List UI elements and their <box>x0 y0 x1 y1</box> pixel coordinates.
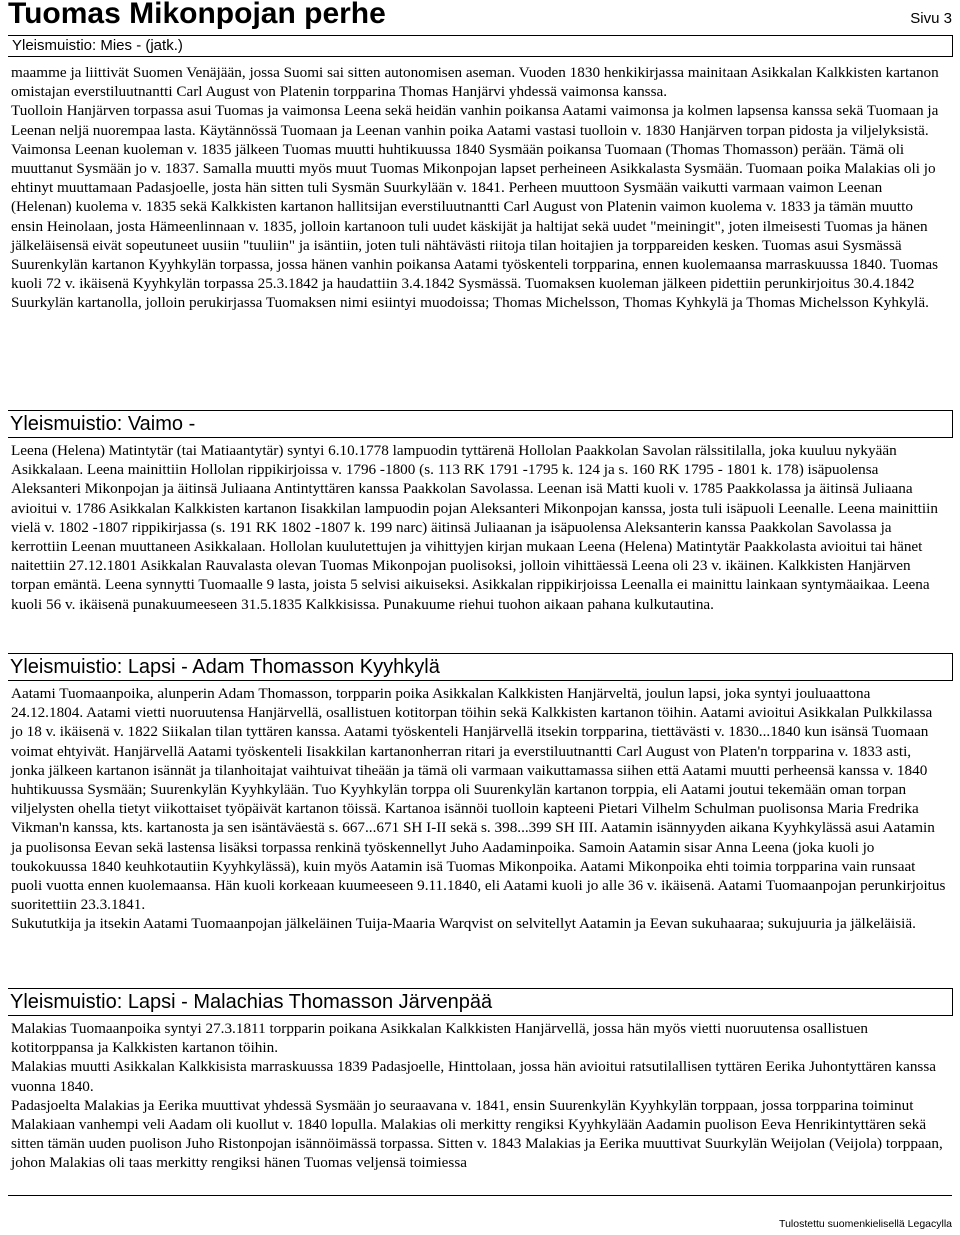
child-malachias-notes-text <box>11 1019 946 1173</box>
section-header-wife <box>8 410 953 438</box>
paragraph: Leena (Helena) Matintytär (tai Matiaantytär) syntyi 6.10.1778 lampuodin tyttärenä Hollolan Paakkolan Savolan rälssitilalla, joka kuuluu nykyään Asikkalaan. Leena mainittiin Hollolan rippikirjoissa v. 1796 -1800 (s. 113 RK 1791 -1795 k. 124 ja s. 160 RK 1795 - 1801 k. 178) isäpuolensa Aleksanteri Mikonpojan ja äitinsä Juliaana Antintyttären kanssa Paakkolan Savolassa. Leenan isä Matti kuoli v. 1785 Paakkolassa ja äitinsä Juliaana avioitui v. 1786 Asikkalan Kalkkisten kartanon Iisakkilan lampuodin pojan Aleksanteri Mikonpojan kanssa, josta tuli isäpuoli Leenalle. Leena mainittiin vielä v. 1802 -1807 rippikirjassa (s. 191 RK 1802 -1807 k. 199 narc) äitinsä Juliaanan ja isäpuolensa Aleksanterin kanssa Paakkolan Savolassa ja kerrottiin Leenan muuttaneen Asikkalaan. Hollolan kuulutettujen ja vihittyjen kirjan mukaan Leena (Helena) Matintytär Paakkolasta avioitui tai hänet naitettiin 27.12.1801 Asikkalan Rauvalasta olevan Tuomas Mikonpojan puolisoksi, jolloin vihittäessä Leena oli 23 v. ikäinen. Kalkkisten Hanjärven torpan emäntä. Leena synnytti Tuomaalle 9 lasta, joista 5 selvisi aikuiseksi. Asikkalan rippikirjoissa Leenalla ei mainittu lainkaan syntymäaikaa. Leena kuoli 56 v. ikäisenä punakuumeeseen 31.5.1835 Kalkkisissa. Punakuume riehui tuohon aikaan pahana kulkutautina. <box>11 442 938 613</box>
paragraph: Aatami Tuomaanpoika, alunperin Adam Thomasson, torpparin poika Asikkalan Kalkkisten Hanjärveltä, joulun lapsi, joka syntyi jouluaattona 24.12.1804. Aatami vietti nuoruutensa Hanjärvellä, osallistuen kotitorpan töihin sekä Kalkkisten kartanon töihin. Aatami avioitui Asikkalan Pulkkilassa jo 18 v. ikäisenä v. 1822 Siikalan tilan tyttären kanssa. Aatami työskenteli Hanjärvellä itsekin torpparina, tiettävästi v. 1830...1840 kun isänsä Tuomaan voimat ehtyivät. Hanjärvellä Aatami työskenteli Iisakkilan kartanonherran ritari ja everstiluutnantti Carl August von Platen'n torpparina v. 1833 asti, jonka jälkeen kartanon isännät ja tilanhoitajat vaihtuivat tiheään ja tämä oli varmaan vaikuttamassa siihen että Aatami muutti perheensä kanssa v. 1840 huhtikuussa Sysmään; Suurenkylän Kyyhkylään. Tuo Kyyhkylän torppa oli Suurenkylän kartanon torppia, eli Aatami joutui tekemään oman torpan viljelysten ohella tietyt viikottaiset työpäivät kartanon töissä. Kartanoa isännöi tuolloin kapteeni Pietari Vilhelm Schulman puolisonsa Maria Fredrika Vikman'n kanssa, kts. kartanosta ja sen isäntäväestä s. 667...671 SH I-II sekä s. 398...399 SH III. Aatamin isännyyden aikana Kyyhkylässä asui Aatamin ja puolisonsa Eevan sekä lastensa lisäksi torpassa renkinä työskennellyt Juho Aadaminpoika. Samoin Aatamin sisar Anna Leena (joka kuoli jo toukokuussa 1840 keuhkotautiin Kyyhkylässä), kuin myös Aatamin isä Tuomas Mikonpoika. Aatami Mikonpoika ehti toimia torpparina vain runsaat puoli vuotta ennen kuolemaansa. Hän kuoli korkeaan kuumeeseen 9.11.1840, eli Aatami kuoli jo alle 36 v. ikäisenä. Aatami Tuomaanpojan perunkirjoitus suoritettiin 23.3.1841. <box>11 685 946 914</box>
paragraph: Malakias muutti Asikkalan Kalkkisista marraskuussa 1839 Padasjoelle, Hinttolaan, jossa hän avioitui ratsutilallisen tyttären Eerika Juhontyttären kanssa vuonna 1840. <box>11 1058 936 1095</box>
paragraph: Padasjoelta Malakias ja Eerika muuttivat yhdessä Sysmään jo seuraavana v. 1841, ensin Suurenkylän Kyyhkylän torppaan, jossa torpparina toiminut Malakiaan vanhempi veli Aadam oli kuollut v. 1840 lopulla. Malakias oli merkitty rengiksi Kyyhkylään Aadamin puolison Eeva Henrikintyttären sekä sitten tämän uuden puolison Juho Ristonpojan isännöimässä torpassa. Sitten v. 1843 Malakias ja Eerika muuttivat Suurkylän Weijolan (Veijola) torppaan, johon Malakias oli taas merkitty rengiksi hänen Tuomas veljensä toimiessa <box>11 1096 943 1172</box>
wife-notes-text <box>11 441 946 614</box>
paragraph: Vaimonsa Leenan kuoleman v. 1835 jälkeen Tuomas muutti huhtikuussa 1840 Sysmään poikansa Tuomaan (Thomas Thomasson) perään. Tämä oli muuttanut Sysmään jo v. 1837. Samalla muutti myös muut Tuomas Mikonpojan lapset perheineen Asikkalasta Sysmään. Tuomaan poika Malakias oli jo ehtinyt muuttamaan Padasjoelle, josta hän sitten tuli Sysmän Suurkylään v. 1841. Perheen muuttoon Sysmään vaikutti varmaan vaimon Leenan (Helenan) kuolema v. 1835 sekä Kalkkisten kartanon hallitsijan everstiluutnantti Carl August von Platenin vaimon kuolema v. 1833 ja tämän muutto ensin Heinolaan, josta Hämeenlinnaan v. 1835, jolloin kartanoon tuli uudet käskijät ja haltijat sekä uudet "meiningit", joten ilmeisesti Tuomas ja hänen jälkeläisensä eivät sopeutuneet uusiin "tuuliin" ja isäntiin, joten tuli nähtävästi riitoja tilan hoitajien ja torppareiden kesken. Tuomas asui Sysmässä Suurenkylän kartanon Kyyhkylän torpassa, jossa hänen vanhin poikansa Aatami työskenteli torpparina, ennen kuolemaansa marraskuussa 1840. Tuomas kuoli 72 v. ikäisenä Kyyhkylän torpassa 25.3.1842 ja haudattiin 3.4.1842 Sysmässä. Tuomaksen kuoleman jälkeen pidettiin perunkirjoitus 30.4.1842 Suurkylän kartanolla, jolloin perukirjassa Tuomaksen nimi esiintyi muodoissa; Thomas Michelsson, Thomas Kyhkylä ja Thomas Michelsson Kyhkylä. <box>11 140 939 312</box>
footer-note: Tulostettu suomenkielisellä Legacylla <box>779 1218 952 1230</box>
paragraph: Tuolloin Hanjärven torpassa asui Tuomas ja vaimonsa Leena sekä heidän vanhin poikansa Aatami vaimonsa ja kolmen lapsensa kanssa sekä Tuomaan ja Leenan neljä nuorempaa lasta. Käytännössä Tuomaan ja Leenan vanhin poika Aatami vastasi tuolloin v. 1830 Hanjärven torpan pidosta ja viljelyksistä. <box>11 102 939 139</box>
section-heading: Yleismuistio: Lapsi - Adam Thomasson Kyyhkylä <box>10 656 440 678</box>
section-heading: Yleismuistio: Vaimo - <box>10 413 196 435</box>
man-notes-text <box>11 63 946 313</box>
paragraph: Sukututkija ja itsekin Aatami Tuomaanpojan jälkeläinen Tuija-Maaria Warqvist on selvitellyt Aatamin ja Eevan sukuhaaraa; sukujuuria ja jälkeläisiä. <box>11 915 916 933</box>
paragraph: Malakias Tuomaanpoika syntyi 27.3.1811 torpparin poikana Asikkalan Kalkkisten Hanjärvellä, jossa hän myös vietti nuoruutensa osallistuen kotitorppansa ja Kalkkisten kartanon töihin. <box>11 1020 868 1057</box>
continued-section-label: Yleismuistio: Mies - (jatk.) <box>12 37 183 54</box>
child-adam-notes-text <box>11 684 946 934</box>
section-header-child-malachias <box>8 988 953 1016</box>
paragraph: maamme ja liittivät Suomen Venäjään, jossa Suomi sai sitten autonomisen aseman. Vuoden 1830 henkikirjassa mainitaan Asikkalan Kalkkisten kartanon omistajan everstiluutnantti Carl August von Platenin torpparina Thomas Hanjärvi yhdessä vaimonsa kanssa. <box>11 64 939 101</box>
footer-divider <box>8 1195 952 1196</box>
continued-section-band <box>8 35 953 57</box>
page-number: Sivu 3 <box>910 10 952 27</box>
section-header-child-adam <box>8 653 953 681</box>
page-title: Tuomas Mikonpojan perhe <box>8 0 386 30</box>
section-heading: Yleismuistio: Lapsi - Malachias Thomasson Järvenpää <box>10 991 493 1013</box>
